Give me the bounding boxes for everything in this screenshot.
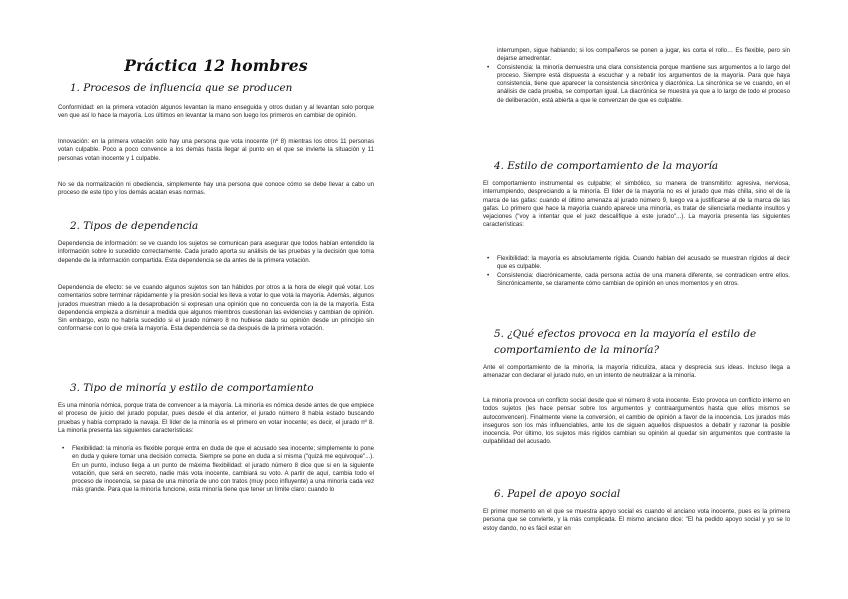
bullet-text-consistency: Consistencia: la minoría demuestra una clara consistencia porque mantiene sus argumentos a lo largo del proceso. Siempre está dispuesta a escuchar y a rebatir los argumentos de la mayoría. Para que haya consistencia, tiene que aparecer la consistencia sincrónica y diacrónica. La sincrónica se ve cuando, en el análisis de cada prueba, se comportan igual. La diacrónica se muestra ya que a lo largo de todo el proceso de deliberación, está abierta a que le convenzan de que es culpable. bbox=[497, 63, 790, 104]
list-item bbox=[483, 47, 790, 64]
page-title: Práctica 12 hombres bbox=[124, 56, 308, 75]
section-2-heading: 2. Tipos de dependencia bbox=[70, 220, 199, 232]
section-1-paragraph-normalization: No se da normalización ni obediencia, simplemente hay una persona que conoce cómo se debe llevar a cabo un proceso de este tipo y los demás acatan esas normas. bbox=[58, 181, 374, 197]
bullet-text-majority-consistency: Consistencia: diacrónicamente, cada persona actúa de una manera diferente, se contradicen entre ellos. Sincrónicamente, se claramente cómo cambian de opinión en unos momentos y en otros. bbox=[497, 271, 790, 287]
section-6-heading: 6. Papel de apoyo social bbox=[494, 488, 621, 500]
section-2-paragraph-effect: Dependencia de efecto: se ve cuando algunos sujetos son tan hábidos por otros a la hora de elegir qué votar. Los comentarios sobre terminar rápidamente y la presión social les lleva a votar lo que vota la mayoría. Además, algunos jurados muestran miedo a la desaprobación si expresan una opinión que no concuerda con la de la mayoría. Esta dependencia empieza a disminuir a medida que algunos miembros cuestionan las evidencias y cambian de opinión. Sin embargo, esto no habría sucedido si el jurado número 8 no hubiese dado su opinión desde un principio sin conformarse con lo que creía la mayoría. Esta dependencia se da después de la primera votación. bbox=[58, 284, 374, 333]
section-1-heading: 1. Procesos de influencia que se producen bbox=[70, 82, 293, 94]
section-4-heading: 4. Estilo de comportamiento de la mayoría bbox=[494, 160, 719, 172]
list-item: • Flexibilidad: la minoría es flexible porque entra en duda de que el acusado sea inocente; simplemente lo pone en duda y quiere tomar una decisión correcta. Siempre se pone en duda a sí misma ("quizá me equivoque"...). En un punto, incluso llega a un punto de máxima flexibilidad: el jurado número 8 dice que si en la siguiente votación, que será en secreto, nadie más vota inocente, cambiará su voto. A partir de aquí, cambia todo el proceso de inocencia, se pasa de una minoría de uno con tratos (muy poco influyente) a una minoría cada vez más grande. Para que la minoría funcione, esta minoría tiene que tener un límite claro: cuando lo bbox=[62, 445, 374, 494]
section-4-bullet-list bbox=[483, 255, 790, 288]
section-6-paragraph-support: El primer momento en el que se muestra apoyo social es cuando el anciano vota inocente, pues es la primera persona que se convierte, y la más complicada. El mismo anciano dice: "El ha pedido apoyo social y yo se lo estoy dando, no es fácil estar en bbox=[483, 508, 790, 532]
section-3-paragraph-minority: Es una minoría nómica, porque trata de convencer a la mayoría. La minoría es nómica desde antes de que empiece el proceso de juicio del jurado popular, pues desde el día anterior, el jurado número 8 había estado buscando pruebas y había comprado la navaja. El líder de la minoría es el primero en votar inocente; es decir, el jurado nº 8. La minoría presenta las siguientes características: bbox=[58, 402, 374, 434]
section-5-paragraph-reaction: Ante el comportamiento de la minoría, la mayoría ridiculiza, ataca y desprecia sus ideas. Incluso llega a amenazar con declarar el jurado nulo, en un intento de neutralizar a la minoría. bbox=[483, 364, 790, 380]
section-3-bullet-list bbox=[58, 445, 374, 495]
section-4-paragraph-majority: El comportamiento instrumental es culpable; el simbólico, su manera de transmitirlo: agresiva, nerviosa, interrumpiendo, despreciando a la minoría. El líder de la mayoría no es el jurado que más chilla, sino el de la marca de las gafas: cuando el último amenaza al jurado número 9, luego va a justificarse al de la marca de las gafas. Lo primero que hace la mayoría cuando aparece una minoría, es tratar de silenciarla mediante insultos y vejaciones ("voy a intentar que el juez descalifique a este jurado"...). La mayoría presenta las siguientes características: bbox=[483, 180, 790, 229]
bullet-text-majority-flexibility: Flexibilidad: la mayoría es absolutamente rígida. Cuando hablan del acusado se muestran rígidos al decir que es culpable. bbox=[497, 255, 790, 271]
section-2-paragraph-information: Dependencia de información: se ve cuando los sujetos se comunican para asegurar que todos habían entendido la información sobre lo sucedido correctamente. Cada jurado aporta su análisis de las pruebas y la decisión que toma depende de la información compartida. Esta dependencia se da antes de la primera votación. bbox=[58, 240, 374, 264]
list-item: • Consistencia: la minoría demuestra una clara consistencia porque mantiene sus argumentos a lo largo del proceso. Siempre está dispuesta a escuchar y a rebatir los argumentos de la mayoría. Para que haya consistencia, tiene que aparecer la consistencia sincrónica y diacrónica. La sincrónica se ve cuando, en el análisis de cada prueba, se comportan igual. La diacrónica se muestra ya que a lo largo de todo el proceso de deliberación, está abierta a que le convenzan de que es culpable. bbox=[487, 63, 790, 104]
section-5-heading: 5. ¿Qué efectos provoca en la mayoría el estilo de comportamiento de la minoría? bbox=[494, 328, 757, 356]
section-5-paragraph-conflict: La minoría provoca un conflicto social desde que el número 8 vota inocente. Esto provoca un conflicto interno en todos sujetos (les hace pensar sobre los argumentos y contraargumentos hasta que ellos mismos se autoconvencen). Finalmente viene la conversión, el cambio de opinión a favor de la inocencia. Los jurados más inseguros son los más influenciables, ante los de siguen aquellos dispuestos a debatir y razonar la posible inocencia. Por último, los sujetos más rígidos cambian su opinión al quedar sin argumentos que contraste la culpabilidad del acusado. bbox=[483, 397, 790, 446]
list-item: • Flexibilidad: la mayoría es absolutamente rígida. Cuando hablan del acusado se muestran rígidos al decir que es culpable. bbox=[487, 255, 790, 271]
section-1-paragraph-innovation: Innovación: en la primera votación solo hay una persona que vota inocente (nº 8) mientras los otros 11 personas votan culpable. Poco a poco convence a los demás hasta llegar al punto en el que se invierte la situación y 11 personas votan inocente y 1 culpable. bbox=[58, 138, 374, 162]
bullet-text-flexibility: Flexibilidad: la minoría es flexible porque entra en duda de que el acusado sea inocente; simplemente lo pone en duda y quiere tomar una decisión correcta. Siempre se pone en duda a sí misma ("quizá me equivoque"...). En un punto, incluso llega a un punto de máxima flexibilidad: el jurado número 8 dice que si en la siguiente votación, que será en secreto, nadie más vota inocente, cambiará su voto. A partir de aquí, cambia todo el proceso de inocencia, se pasa de una minoría de uno con tratos (muy poco influyente) a una minoría cada vez más grande. Para que la minoría funcione, esta minoría tiene que tener un límite claro: cuando lo bbox=[72, 445, 374, 494]
section-1-paragraph-conformity: Conformidad: en la primera votación algunos levantan la mano enseguida y otros dudan y al levantan solo porque ven que así lo hace la mayoría. Los últimos en levantar la mano son luego los primeros en cambiar de opinión. bbox=[58, 104, 374, 120]
list-item: • Consistencia: diacrónicamente, cada persona actúa de una manera diferente, se contradicen entre ellos. Sincrónicamente, se claramente cómo cambian de opinión en unos momentos y en otros. bbox=[487, 271, 790, 287]
bullet-text-continued: interrumpen, sigue hablando; si los compañeros se ponen a jugar, les corta el rollo… Es flexible, pero sin dejarse amedrentar. bbox=[497, 47, 790, 63]
continued-bullet-list bbox=[483, 47, 790, 105]
section-3-heading: 3. Tipo de minoría y estilo de comportamiento bbox=[70, 382, 314, 394]
